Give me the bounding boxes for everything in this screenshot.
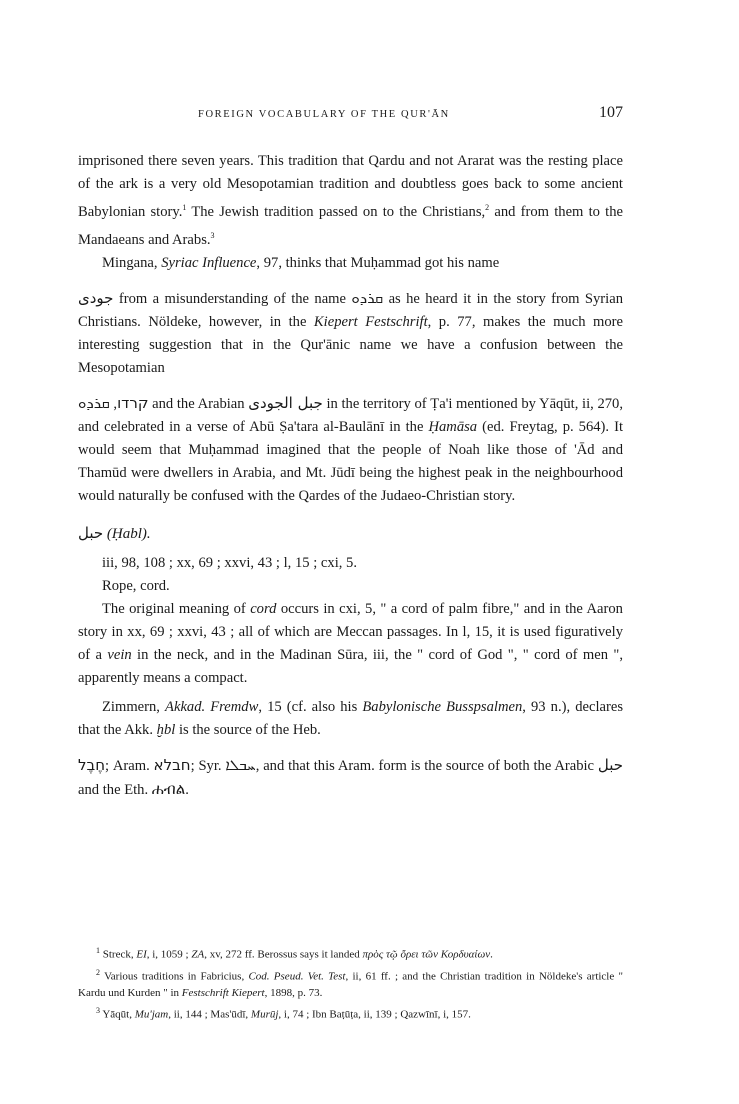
paragraph-2-cont: جودى from a misunderstanding of the name ܩܪܕܘ as he heard it in the story from Syrian Christians. Nöldeke, however, in the Kiepert Festschrift, p. 77, makes the much more interesting suggestion that in the Qur'ānic name we have a confusion between the Mesopotamian bbox=[78, 288, 624, 376]
footnote-marker: 2 bbox=[485, 203, 490, 212]
arabic-word: حبل bbox=[597, 755, 623, 774]
footnote-1: $^1$ Streck, EI, i, 1059 ; ZA, xv, 272 ff. Berossus says it landed πρὸς τῷ ὄρει τῶν Κορδυαίων. bbox=[96, 946, 493, 961]
entry-references: iii, 98, 108 ; xx, 69 ; xxvi, 43 ; l, 15 ; cxi, 5. bbox=[102, 554, 357, 571]
arabic-word: جودى bbox=[78, 288, 114, 307]
aramaic-word: חבלא bbox=[153, 755, 191, 774]
page-number: 107 bbox=[599, 104, 623, 121]
ethiopic-word: ሐብል bbox=[151, 779, 186, 798]
paragraph-1: imprisoned there seven years. This tradition that Qardu and not Ararat was the resting place of the ark is a very old Mesopotamian tradition and doubtless goes back to some ancient Babylonian story.$^1$ The Jewish tradition passed on to the Christians,$^2$ and from them to the Mandaeans and Arabs.$^3$ bbox=[78, 153, 624, 248]
citation-title: Kiepert Festschrift bbox=[313, 313, 428, 330]
running-header bbox=[78, 104, 623, 124]
entry-transliteration: (Ḥabl). bbox=[106, 525, 151, 542]
paragraph-2-cont2: קרדו, ܩܪܕܘ and the Arabian جبل الجودى in the territory of Ṭa'i mentioned by Yāqūt, ii, 270, and celebrated in a verse of Abū Ṣa'tara al-Baulānī in the Ḥamāsa (ed. Freytag, p. 564). It would seem that Muḥammad imagined that the people of Noah like those of 'Ād and Thamūd were dwellers in Arabia, and Mt. Jūdī being the highest peak in the neighbourhood would naturally be confused with the Qardes of the Judaeo-Christian story. bbox=[78, 393, 623, 504]
paragraph-4: Zimmern, Akkad. Fremdw, 15 (cf. also his Babylonische Busspsalmen, 93 n.), declares that the Akk. ḫbl is the source of the Heb. bbox=[78, 698, 624, 738]
body-text bbox=[78, 150, 623, 802]
paragraph-4-cont: חֶבֶל; Aram. חבלא; Syr. ܚܒܠܐ, and that this Aram. form is the source of both the Arabic حبل and the Eth. ሐብል. bbox=[78, 755, 623, 798]
citation-title: Ḥamāsa bbox=[428, 418, 478, 435]
citation-title: Syriac Influence bbox=[161, 254, 257, 271]
syriac-word: ܚܒܠܐ bbox=[225, 755, 256, 774]
running-title: FOREIGN VOCABULARY OF THE QUR'ĀN bbox=[198, 109, 450, 120]
footnote-marker: 3 bbox=[210, 230, 215, 240]
syriac-word: ܩܪܕܘ bbox=[78, 393, 110, 412]
hebrew-word: חֶבֶל bbox=[78, 755, 105, 774]
syriac-word: ܩܪܕܘ bbox=[351, 288, 384, 307]
paragraph-3: The original meaning of cord occurs in cxi, 5, " a cord of palm fibre," and in the Aaron story in xx, 69 ; xxvi, 43 ; all of which are Meccan passages. In l, 15, it is used figuratively of a vein in the neck, and in the Madinan Sūra, iii, the " cord of God ", " cord of men ", apparently means a compact. bbox=[78, 600, 623, 686]
footnote-marker: 1 bbox=[182, 203, 187, 212]
footnotes bbox=[78, 942, 623, 1024]
paragraph-2: Mingana, Syriac Influence, 97, thinks that Muḥammad got his name bbox=[102, 254, 500, 271]
entry-meaning: Rope, cord. bbox=[102, 577, 170, 594]
hebrew-word: קרדו bbox=[117, 393, 149, 412]
entry-arabic: حبل bbox=[78, 523, 104, 542]
entry-heading bbox=[78, 522, 623, 546]
arabic-phrase: جبل الجودى bbox=[248, 393, 323, 412]
footnote-3: $^3$ Yāqūt, Mu'jam, ii, 144 ; Mas'ūdī, Murūj, i, 74 ; Ibn Baṭūṭa, ii, 139 ; Qazwīnī, i, 157. bbox=[96, 1006, 471, 1021]
footnote-2: $^2$ Various traditions in Fabricius, Cod. Pseud. Vet. Test, ii, 61 ff. ; and the Christian tradition in Nöldeke's article " Kardu und Kurden " in Festschrift Kiepert, 1898, p. 73. bbox=[78, 967, 623, 1000]
